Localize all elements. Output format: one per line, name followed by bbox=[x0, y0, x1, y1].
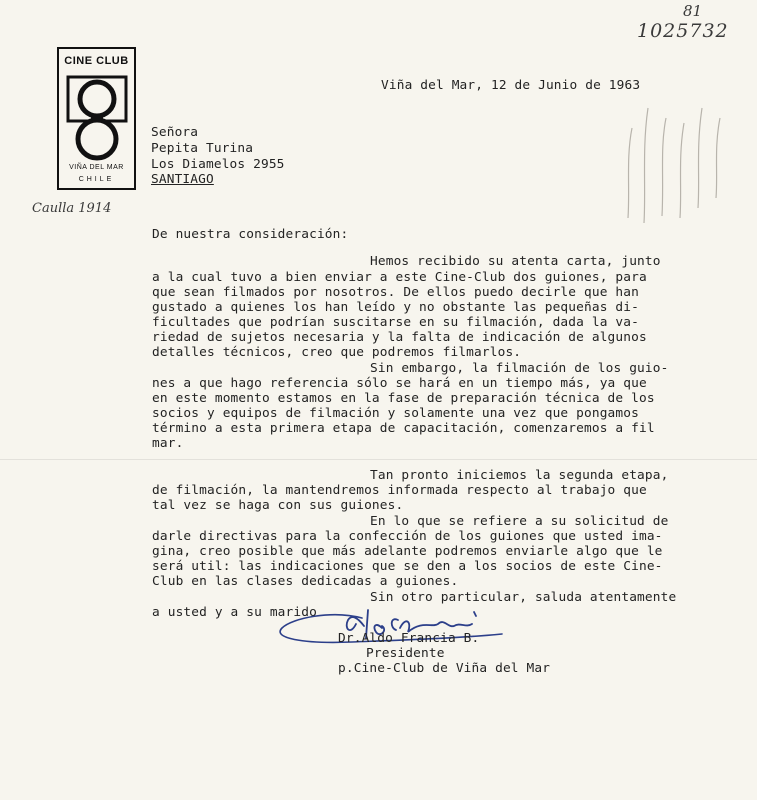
paragraph-2-line: en este momento estamos en la fase de preparación técnica de los bbox=[152, 391, 655, 406]
paragraph-1-line: que sean filmados por nosotros. De ellos puedo decirle que han bbox=[152, 285, 639, 300]
cine-club-logo bbox=[57, 47, 136, 190]
logo-title: CINE CLUB bbox=[64, 55, 129, 67]
paper-fold-line bbox=[0, 459, 757, 460]
paragraph-1-line: detalles técnicos, creo que podremos filmarlos. bbox=[152, 345, 522, 360]
paragraph-4-line: En lo que se refiere a su solicitud de bbox=[370, 514, 669, 529]
paragraph-4-line: gina, creo posible que más adelante podremos enviarle algo que le bbox=[152, 544, 663, 559]
archive-folio: 81 bbox=[683, 2, 703, 20]
logo-country: CHILE bbox=[78, 176, 115, 183]
film-reel-icon bbox=[66, 75, 128, 161]
closing-line: Sin otro particular, saluda atentamente bbox=[370, 590, 677, 605]
closing-line: a usted y a su marido bbox=[152, 605, 317, 620]
paragraph-4-line: Club en las clases dedicadas a guiones. bbox=[152, 574, 459, 589]
paragraph-4-line: darle directivas para la confección de los guiones que usted ima- bbox=[152, 529, 663, 544]
paragraph-2-line: nes a que hago referencia sólo se hará en un tiempo más, ya que bbox=[152, 376, 647, 391]
paragraph-1-line: Hemos recibido su atenta carta, junto bbox=[370, 254, 661, 269]
paragraph-4-line: será util: las indicaciones que se den a los socios de este Cine- bbox=[152, 559, 663, 574]
paragraph-1-line: a la cual tuvo a bien enviar a este Cine-Club dos guiones, para bbox=[152, 270, 647, 285]
logo-city: VIÑA DEL MAR bbox=[69, 164, 124, 171]
signatory-name: Dr.Aldo Francia B. bbox=[338, 631, 480, 646]
recipient-city: SANTIAGO bbox=[151, 172, 214, 187]
signatory-title: Presidente bbox=[366, 646, 445, 661]
greeting: De nuestra consideración: bbox=[152, 227, 349, 242]
paragraph-1-line: ficultades que podrían suscitarse en su filmación, dada la va- bbox=[152, 315, 639, 330]
paragraph-1-line: gustado a quienes los han leído y no obstante las pequeñas di- bbox=[152, 300, 639, 315]
paragraph-3-line: Tan pronto iniciemos la segunda etapa, bbox=[370, 468, 669, 483]
bleed-through-marks bbox=[618, 78, 738, 228]
paragraph-2-line: socios y equipos de filmación y solamente una vez que pongamos bbox=[152, 406, 639, 421]
margin-note: Caulla 1914 bbox=[32, 201, 112, 216]
recipient-street: Los Diamelos 2955 bbox=[151, 157, 285, 172]
recipient-name: Pepita Turina bbox=[151, 141, 254, 156]
archive-catalog-number: 1025732 bbox=[637, 20, 729, 42]
paragraph-1-line: riedad de sujetos necesaria y la falta de indicación de algunos bbox=[152, 330, 647, 345]
paragraph-2-line: Sin embargo, la filmación de los guio- bbox=[370, 361, 669, 376]
signatory-organization: p.Cine-Club de Viña del Mar bbox=[338, 661, 551, 676]
date-line: Viña del Mar, 12 de Junio de 1963 bbox=[381, 78, 641, 93]
paragraph-3-line: tal vez se haga con sus guiones. bbox=[152, 498, 404, 513]
paragraph-3-line: de filmación, la mantendremos informada respecto al trabajo que bbox=[152, 483, 647, 498]
recipient-title: Señora bbox=[151, 125, 199, 140]
paragraph-2-line: mar. bbox=[152, 436, 184, 451]
paragraph-2-line: término a esta primera etapa de capacitación, comenzaremos a fil bbox=[152, 421, 655, 436]
